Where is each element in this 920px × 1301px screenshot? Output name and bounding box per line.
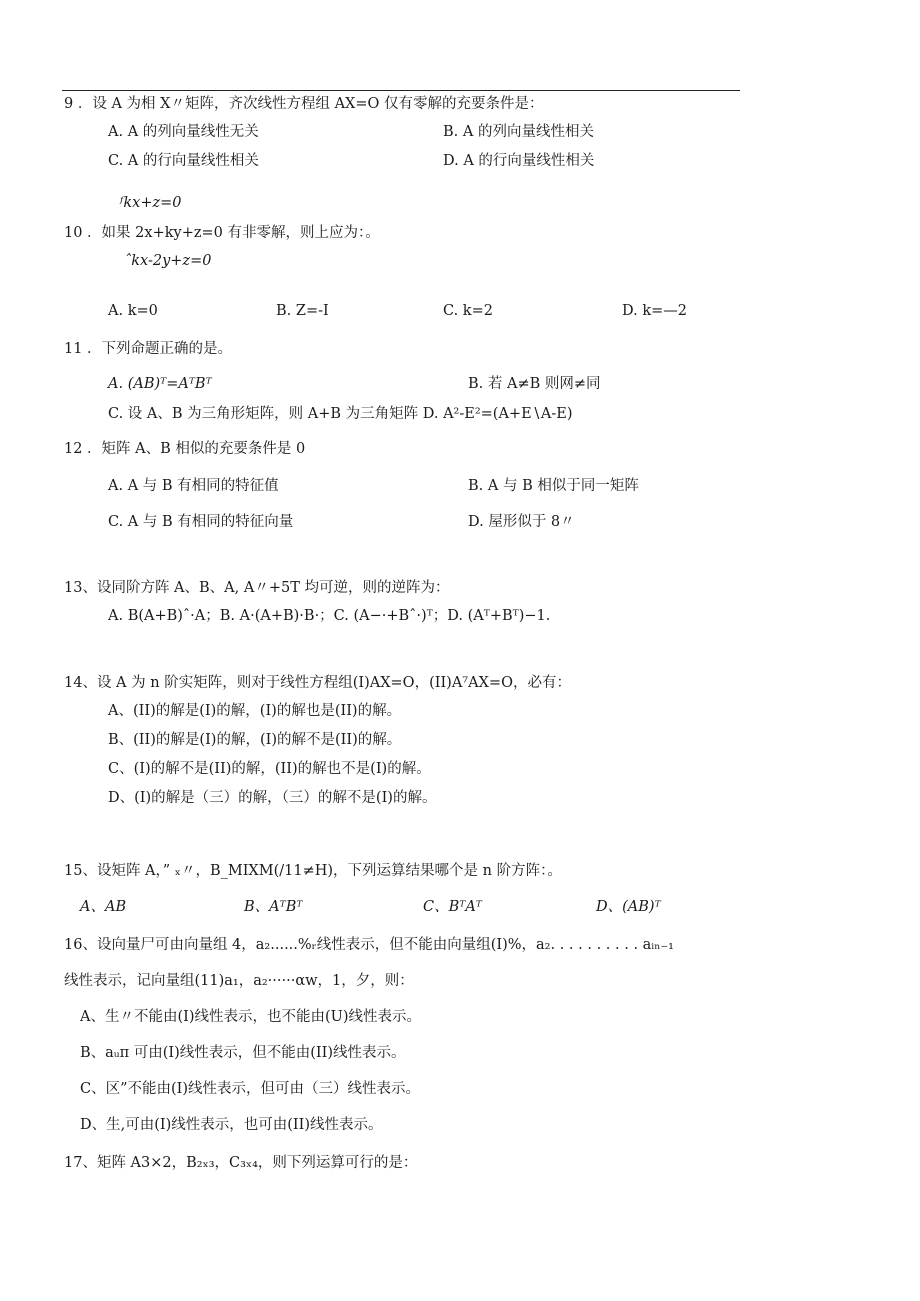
q9-option-a: A. A 的列向量线性无关: [108, 124, 259, 140]
q16-stem-line2: 线性表示，记向量组(11)a₁，a₂······αw，1，夕，则：: [64, 973, 414, 989]
q14-option-a: A、(II)的解是(I)的解，(I)的解也是(II)的解。: [108, 703, 402, 719]
q15-option-b: B、AᵀBᵀ: [244, 899, 303, 915]
q9-option-c: C. A 的行向量线性相关: [108, 153, 259, 169]
q16-stem-line1: 16、设向量尸可由向量组 4，a₂......%ᵣ线性表示，但不能由向量组(I)%，a₂. . . . . . . . . . aᵢₙ₋₁: [64, 937, 674, 953]
q12-option-d: D. 屋形似于 8〃: [468, 514, 575, 530]
q16-option-d: D、生,可由(I)线性表示，也可由(II)线性表示。: [80, 1117, 383, 1133]
q14-option-d: D、(I)的解是（三）的解，（三）的解不是(I)的解。: [108, 790, 437, 806]
q16-option-a: A、生〃不能由(I)线性表示，也不能由(U)线性表示。: [80, 1009, 422, 1025]
q10-option-a: A. k=0: [108, 303, 158, 319]
q15-option-d: D、(AB)ᵀ: [596, 899, 661, 915]
q15-option-a: A、AB: [80, 899, 127, 915]
q10-system-bottom: ˆkx-2y+z=0: [124, 253, 212, 269]
q12-option-b: B. A 与 B 相似于同一矩阵: [468, 478, 639, 494]
q10-option-c: C. k=2: [443, 303, 493, 319]
q10-system-top: ᶠkx+z=0: [120, 195, 182, 211]
q15-option-c: C、BᵀAᵀ: [423, 899, 482, 915]
q16-option-b: B、aᵤπ 可由(I)线性表示，但不能由(II)线性表示。: [80, 1045, 406, 1061]
q10-option-b: B. Z=-I: [276, 303, 329, 319]
q11-option-cd: C. 设 A、B 为三角形矩阵，则 A+B 为三角矩阵 D. A²-E²=(A+E∖A-E): [108, 406, 573, 422]
q12-stem: 12 ．矩阵 A、B 相似的充要条件是 0: [64, 441, 306, 457]
q11-stem: 11 ．下列命题正确的是。: [64, 341, 233, 357]
q9-option-b: B. A 的列向量线性相关: [443, 124, 594, 140]
q9-stem: 9 ．设 A 为相 X〃矩阵，齐次线性方程组 AX=O 仅有零解的充要条件是：: [64, 96, 544, 112]
q16-option-c: C、区”不能由(I)线性表示，但可由（三）线性表示。: [80, 1081, 421, 1097]
q12-option-a: A. A 与 B 有相同的特征值: [108, 478, 279, 494]
q14-option-c: C、(I)的解不是(II)的解，(II)的解也不是(I)的解。: [108, 761, 431, 777]
q14-option-b: B、(II)的解是(I)的解，(I)的解不是(II)的解。: [108, 732, 402, 748]
q10-stem: 10 ．如果 2x+ky+z=0 有非零解，则上应为：。: [64, 225, 380, 241]
q11-option-a: A. (AB)ᵀ=AᵀBᵀ: [108, 376, 212, 392]
q17-stem: 17、矩阵 A3×2，B₂ₓ₃，C₃ₓ₄，则下列运算可行的是：: [64, 1155, 418, 1171]
header-rule: [62, 90, 740, 91]
q9-option-d: D. A 的行向量线性相关: [443, 153, 595, 169]
q12-option-c: C. A 与 B 有相同的特征向量: [108, 514, 294, 530]
q15-stem: 15、设矩阵 A，” ₓ〃，B_MIXM(/11≠H)，下列运算结果哪个是 n 阶方阵：。: [64, 863, 562, 879]
q11-option-b: B. 若 A≠B 则网≠同: [468, 376, 601, 392]
q13-stem: 13、设同阶方阵 A、B、A, A〃+5T 均可逆，则的逆阵为：: [64, 580, 450, 596]
q10-option-d: D. k=—2: [622, 303, 687, 319]
q13-options: A. B(A+B)ˆ·A；B. A·(A+B)·B·；C. (A−·+Bˆ·)ᵀ；D. (Aᵀ+Bᵀ)−1.: [108, 608, 551, 624]
q14-stem: 14、设 A 为 n 阶实矩阵，则对于线性方程组(I)AX=O，(II)A⁷AX=O，必有：: [64, 675, 571, 691]
